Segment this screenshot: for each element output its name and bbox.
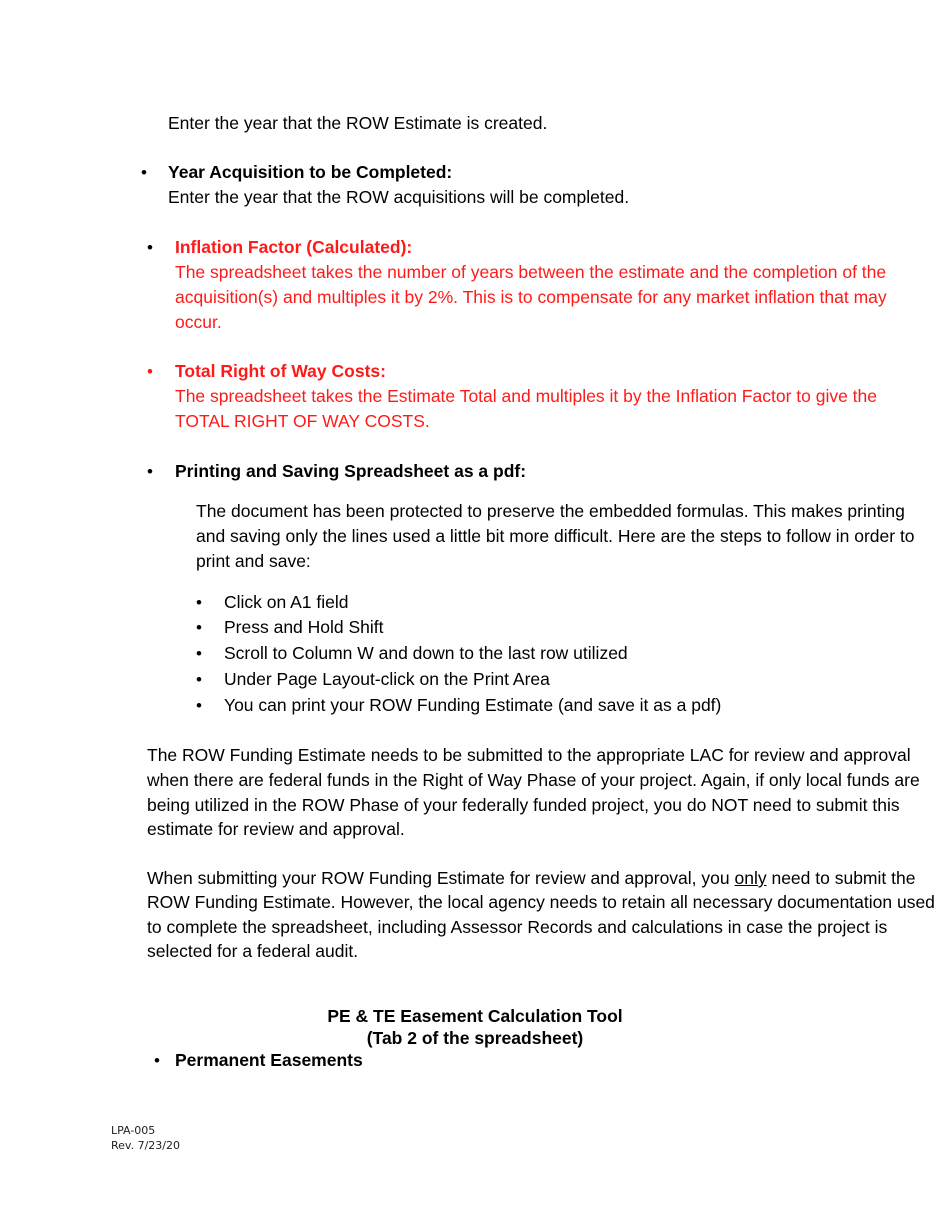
bullet-icon: •	[154, 1051, 160, 1070]
section-subtitle: (Tab 2 of the spreadsheet)	[366, 1028, 584, 1048]
inflation-title: Inflation Factor (Calculated):	[175, 237, 413, 257]
step-item: Scroll to Column W and down to the last row utilized	[224, 643, 628, 663]
para1-line: when there are federal funds in the Right of Way Phase of your project. Again, if only local funds are	[147, 770, 920, 790]
step-item: Under Page Layout-click on the Print Area	[224, 669, 550, 689]
year-completed-title: Year Acquisition to be Completed:	[168, 162, 453, 182]
para2-line	[147, 866, 915, 891]
total-row-line: TOTAL RIGHT OF WAY COSTS.	[175, 411, 430, 431]
footer-revision: Rev. 7/23/20	[111, 1139, 180, 1152]
bullet-icon: •	[147, 362, 153, 381]
printing-line: and saving only the lines used a little bit more difficult. Here are the steps to follow in order to	[196, 526, 915, 546]
para2-post: need to submit the	[766, 868, 916, 888]
para2-line: selected for a federal audit.	[147, 941, 359, 961]
inflation-line: The spreadsheet takes the number of years between the estimate and the completion of the	[175, 262, 887, 282]
year-completed-text: Enter the year that the ROW acquisitions will be completed.	[168, 187, 630, 207]
para2-pre: When submitting your ROW Funding Estimate for review and approval, you	[147, 868, 735, 888]
intro-line: Enter the year that the ROW Estimate is created.	[168, 113, 548, 133]
bullet-icon: •	[196, 696, 202, 715]
printing-title: Printing and Saving Spreadsheet as a pdf:	[175, 461, 527, 481]
inflation-line: acquisition(s) and multiples it by 2%. This is to compensate for any market inflation that may	[175, 287, 887, 307]
total-row-line: The spreadsheet takes the Estimate Total and multiples it by the Inflation Factor to give the	[175, 386, 878, 406]
para2-line: to complete the spreadsheet, including Assessor Records and calculations in case the project is	[147, 917, 888, 937]
bullet-icon: •	[141, 163, 147, 182]
para1-line: estimate for review and approval.	[147, 819, 405, 839]
total-row-title: Total Right of Way Costs:	[175, 361, 386, 381]
step-item: Click on A1 field	[224, 592, 349, 612]
bullet-icon: •	[196, 670, 202, 689]
section-title: PE & TE Easement Calculation Tool	[327, 1006, 623, 1026]
step-item: Press and Hold Shift	[224, 617, 384, 637]
printing-line: print and save:	[196, 551, 311, 571]
step-item: You can print your ROW Funding Estimate (and save it as a pdf)	[224, 695, 722, 715]
footer-form-number: LPA-005	[111, 1124, 156, 1137]
para2-line: ROW Funding Estimate. However, the local agency needs to retain all necessary documentation used	[147, 892, 935, 912]
printing-line: The document has been protected to preserve the embedded formulas. This makes printing	[196, 501, 905, 521]
para1-line: The ROW Funding Estimate needs to be submitted to the appropriate LAC for review and approval	[147, 745, 911, 765]
para2-underline: only	[734, 868, 767, 888]
bullet-icon: •	[147, 462, 153, 481]
bullet-icon: •	[196, 644, 202, 663]
permanent-easements-item: Permanent Easements	[175, 1050, 363, 1070]
para1-line: being utilized in the ROW Phase of your federally funded project, you do NOT need to submit this	[147, 795, 900, 815]
inflation-line: occur.	[175, 312, 222, 332]
bullet-icon: •	[196, 593, 202, 612]
bullet-icon: •	[196, 618, 202, 637]
bullet-icon: •	[147, 238, 153, 257]
